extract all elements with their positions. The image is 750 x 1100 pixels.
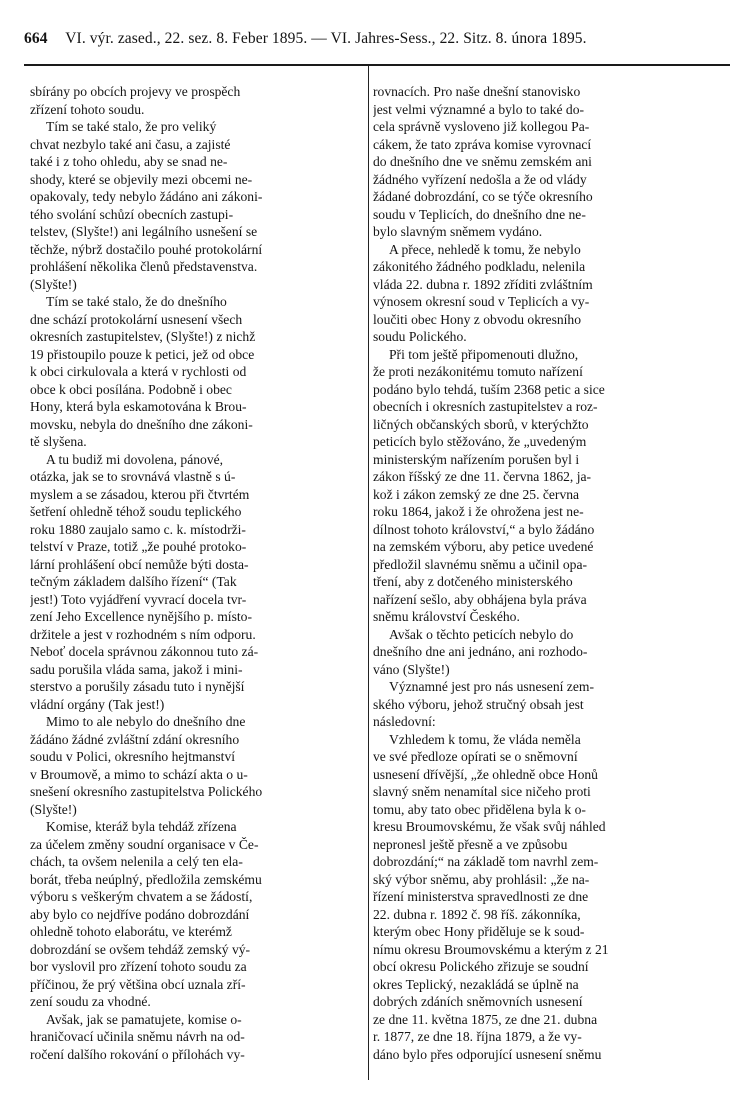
text-line: žádného vyřízení nedošla a že od vlády bbox=[373, 171, 587, 187]
text-line: obce k obci posílána. Podobně i obec bbox=[30, 381, 232, 397]
text-line: že proti nezákonitému tomuto nařízení bbox=[373, 364, 583, 379]
text-line: výboru s veškerým chvatem a se žádostí, bbox=[30, 889, 253, 904]
text-line: rovnacích. Pro naše dnešní stanovisko bbox=[373, 84, 581, 99]
text-line: následovní: bbox=[373, 714, 436, 729]
paragraph bbox=[30, 713, 360, 818]
text-line: jest!) Toto vyjádření vyvrací docela tvr- bbox=[30, 591, 247, 607]
text-line: 22. dubna r. 1892 č. 98 říš. zákonníka, bbox=[373, 906, 581, 922]
text-line: shody, které se objevily mezi obcemi ne- bbox=[30, 171, 253, 187]
text-line: Tím se také stalo, že pro veliký bbox=[46, 119, 217, 134]
text-line: ze dne 11. května 1875, ze dne 21. dubna bbox=[373, 1011, 598, 1027]
text-line: Mimo to ale nebylo do dnešního dne bbox=[46, 714, 246, 729]
header-rule bbox=[24, 64, 730, 66]
text-line: vládní orgány (Tak jest!) bbox=[30, 696, 165, 712]
paragraph bbox=[30, 1011, 360, 1064]
text-line: (Slyšte!) bbox=[30, 276, 77, 292]
column-divider bbox=[368, 66, 369, 1080]
text-line: Komise, kteráž byla tehdáž zřízena bbox=[46, 819, 237, 834]
text-line: váno (Slyšte!) bbox=[373, 661, 450, 677]
text-line: nařízení sešlo, aby obhájena byla práva bbox=[373, 591, 587, 607]
text-line: na zemském výboru, aby petice uvedené bbox=[373, 539, 594, 554]
text-line: sadu porušila vláda sama, jakož i mini- bbox=[30, 661, 243, 677]
text-line: šetření ohledně téhož soudu teplického bbox=[30, 504, 242, 519]
text-line: v Broumově, a mimo to schází akta o u- bbox=[30, 766, 248, 782]
text-line: soudu v Teplicích, do dnešního dne ne- bbox=[373, 206, 586, 222]
text-line: předložil slavnému sněmu a učinil opa- bbox=[373, 556, 588, 572]
text-line: Neboť docela správnou zákonnou tuto zá- bbox=[30, 644, 259, 659]
text-line: obcí okresu Polického zřizuje se soudní bbox=[373, 959, 589, 974]
text-line: dobrých zdáních sněmovních usnesení bbox=[373, 994, 583, 1009]
text-line: Významné jest pro nás usnesení zem- bbox=[389, 679, 594, 694]
left-column bbox=[30, 83, 360, 1063]
text-line: tření, aby z dotčeného ministerského bbox=[373, 574, 573, 589]
text-line: do dnešního dne ve sněmu zemském ani bbox=[373, 154, 592, 169]
text-line: (Slyšte!) bbox=[30, 801, 77, 817]
text-line: sbírány po obcích projevy ve prospěch bbox=[30, 84, 241, 99]
text-line: Při tom ještě připomenouti dlužno, bbox=[389, 346, 579, 362]
text-line: vláda 22. dubna r. 1892 zříditi zvláštním bbox=[373, 276, 593, 292]
text-line: zákonitého žádného podkladu, nelenila bbox=[373, 259, 586, 274]
text-line: prohlášení několika členů představenstva. bbox=[30, 259, 258, 274]
text-line: ve své předloze opírati se o sněmovní bbox=[373, 749, 578, 764]
paragraph bbox=[30, 118, 360, 293]
text-line: soudu Polického. bbox=[373, 329, 467, 344]
text-line: usnesení dřívější, „že ohledně obce Honů bbox=[373, 766, 598, 782]
text-line: r. 1877, ze dne 18. října 1879, a že vy- bbox=[373, 1029, 582, 1044]
text-line: cela správně vysloveno již kollegou Pa- bbox=[373, 119, 590, 134]
text-line: A tu budiž mi dovolena, pánové, bbox=[46, 451, 224, 467]
text-line: Tím se také stalo, že do dnešního bbox=[46, 294, 227, 309]
text-line: jest velmi významné a bylo to také do- bbox=[373, 101, 585, 117]
text-line: opakovaly, tedy nebylo žádáno ani zákoni- bbox=[30, 189, 263, 204]
text-line: těchže, nýbrž dostačilo pouhé protokolární bbox=[30, 241, 263, 257]
text-line: aby bylo co nejdříve podáno dobrozdání bbox=[30, 906, 250, 922]
paragraph bbox=[373, 83, 718, 241]
text-line: dílnost tohoto království,“ a bylo žádáno bbox=[373, 521, 595, 537]
text-line: okres Teplický, nezakládá se úplně na bbox=[373, 976, 579, 992]
text-line: soudu v Polici, okresního hejtmanství bbox=[30, 749, 236, 764]
header-title: VI. výr. zased., 22. sez. 8. Feber 1895. — VI. Jahres-Sess., 22. Sitz. 8. února 1895. bbox=[65, 30, 587, 47]
text-line: sterstvo a porušily zásadu tuto i nynější bbox=[30, 679, 245, 694]
paragraph bbox=[30, 293, 360, 451]
text-line: výnosem okresní soud v Teplicích a vy- bbox=[373, 294, 590, 309]
paragraph bbox=[373, 346, 718, 626]
text-line: tě slyšena. bbox=[30, 434, 87, 449]
text-line: zřízení tohoto soudu. bbox=[30, 101, 145, 117]
text-line: držitele a jest v rozhodném s ním odporu. bbox=[30, 626, 256, 642]
page-number: 664 bbox=[24, 30, 48, 47]
text-line: slavný sněm nenamítal sice ničeho proti bbox=[373, 784, 591, 799]
text-line: nímu okresu Broumovskému a kterým z 21 bbox=[373, 941, 609, 957]
text-line: Avšak, jak se pamatujete, komise o- bbox=[46, 1011, 242, 1027]
text-line: bor vyslovil pro zřízení tohoto soudu za bbox=[30, 959, 247, 974]
text-line: kterým obec Hony přiděluje se k soud- bbox=[373, 924, 585, 939]
text-line: chách, ta ovšem nelenila a celý ten ela- bbox=[30, 854, 243, 869]
text-line: dnešního dne ani jednáno, ani rozhodo- bbox=[373, 644, 588, 659]
text-line: obecních i okresních zastupitelstev a roz- bbox=[373, 399, 598, 414]
text-line: telství v Praze, totiž „že pouhé protoko- bbox=[30, 539, 247, 554]
text-line: řízení ministerstva spravedlnosti ze dne bbox=[373, 889, 589, 904]
text-line: roku 1880 zaujalo samo c. k. místodrži- bbox=[30, 521, 246, 537]
text-line: dáno bylo přes odporující usnesení sněmu bbox=[373, 1046, 602, 1062]
text-line: roku 1864, jakož i že ohrožena jest ne- bbox=[373, 504, 584, 519]
text-line: ročení dalšího rokování o přílohách vy- bbox=[30, 1046, 245, 1062]
text-line: zení soudu za vhodné. bbox=[30, 994, 151, 1009]
text-line: dne schází protokolární usnesení všech bbox=[30, 311, 243, 327]
text-line: zení Jeho Excellence nynějšího p. místo- bbox=[30, 609, 252, 624]
text-line: ohledně tohoto elaborátu, ve kterémž bbox=[30, 924, 232, 939]
paragraph bbox=[373, 678, 718, 731]
text-line: kresu Broumovskému, že však svůj náhled bbox=[373, 819, 606, 834]
text-line: ministerským nařízením porušen byl i bbox=[373, 451, 580, 467]
text-line: dobrozdání se ovšem tehdáž zemský vý- bbox=[30, 941, 251, 957]
text-line: ského výboru, jehož stručný obsah jest bbox=[373, 696, 584, 712]
text-line: borát, třeba neúplný, předložila zemskému bbox=[30, 871, 262, 887]
paragraph bbox=[30, 451, 360, 714]
text-line: dobrozdání;“ na základě tom navrhl zem- bbox=[373, 854, 599, 869]
text-line: otázka, jak se to srovnává vlastně s ú- bbox=[30, 469, 236, 484]
text-line: ský výbor sněmu, aby prohlásil: „že na- bbox=[373, 871, 590, 887]
text-line: nepronesl ještě přesně a ve způsobu bbox=[373, 836, 568, 852]
text-line: za účelem změny soudní organisace v Če- bbox=[30, 836, 259, 852]
page-header bbox=[24, 30, 730, 48]
text-line: hraničovací učinila sněmu návrh na od- bbox=[30, 1029, 245, 1044]
right-column bbox=[373, 83, 718, 1063]
paragraph bbox=[30, 83, 360, 118]
text-line: sněmu království Českého. bbox=[373, 609, 520, 624]
text-line: telstev, (Slyšte!) ani legálního usnešení se bbox=[30, 224, 258, 239]
text-line: snešení okresního zastupitelstva Polického bbox=[30, 784, 263, 799]
text-line: Avšak o těchto peticích nebylo do bbox=[389, 626, 574, 642]
text-line: žádáno žádné zvláštní zdání okresního bbox=[30, 731, 240, 747]
text-line: ličných občanských sborů, v kterýchžto bbox=[373, 416, 589, 432]
text-line: 19 přistoupilo pouze k petici, jež od obce bbox=[30, 346, 255, 362]
paragraph bbox=[30, 818, 360, 1011]
text-line: cákem, že tato zpráva komise vyrovnací bbox=[373, 136, 592, 152]
text-line: Hony, která byla eskamotována k Brou- bbox=[30, 399, 247, 414]
text-line: podáno bylo tehdá, tuším 2368 petic a sice bbox=[373, 381, 605, 397]
text-line: kož i zákon zemský ze dne 25. června bbox=[373, 486, 580, 502]
text-line: k obci cirkulovala a která v rychlosti od bbox=[30, 364, 247, 379]
text-line: A přece, nehledě k tomu, že nebylo bbox=[389, 241, 581, 257]
text-line: movsku, nebyla do dnešního dne zákoni- bbox=[30, 416, 253, 432]
text-line: Vzhledem k tomu, že vláda neměla bbox=[389, 731, 581, 747]
text-line: žádané dobrozdání, co se týče okresního bbox=[373, 189, 593, 204]
paragraph bbox=[373, 626, 718, 679]
text-line: loučiti obec Hony z obvodu okresního bbox=[373, 311, 582, 327]
text-line: zákon říšský ze dne 11. června 1862, ja- bbox=[373, 469, 592, 484]
text-line: okresních zastupitelstev, (Slyšte!) z nichž bbox=[30, 329, 256, 344]
paragraph bbox=[373, 731, 718, 1064]
text-line: tomu, aby tato obec přidělena byla k o- bbox=[373, 801, 586, 817]
text-line: chvat nezbylo také ani času, a zajisté bbox=[30, 136, 231, 152]
text-line: tého svolání schůzí obecních zastupi- bbox=[30, 206, 234, 222]
text-line: peticích bylo stěžováno, že „uvedeným bbox=[373, 434, 587, 449]
text-line: také i z toho ohledu, aby se snad ne- bbox=[30, 154, 228, 169]
text-line: lární prohlášení obcí nemůže býti dosta- bbox=[30, 556, 249, 572]
text-line: příčinou, že prý většina obcí uznala zří- bbox=[30, 976, 246, 992]
text-line: tečným základem dalšího řízení“ (Tak bbox=[30, 574, 237, 589]
text-line: myslem a se zásadou, kterou při čtvrtém bbox=[30, 486, 250, 502]
text-line: bylo slavným sněmem vydáno. bbox=[373, 224, 543, 239]
paragraph bbox=[373, 241, 718, 346]
